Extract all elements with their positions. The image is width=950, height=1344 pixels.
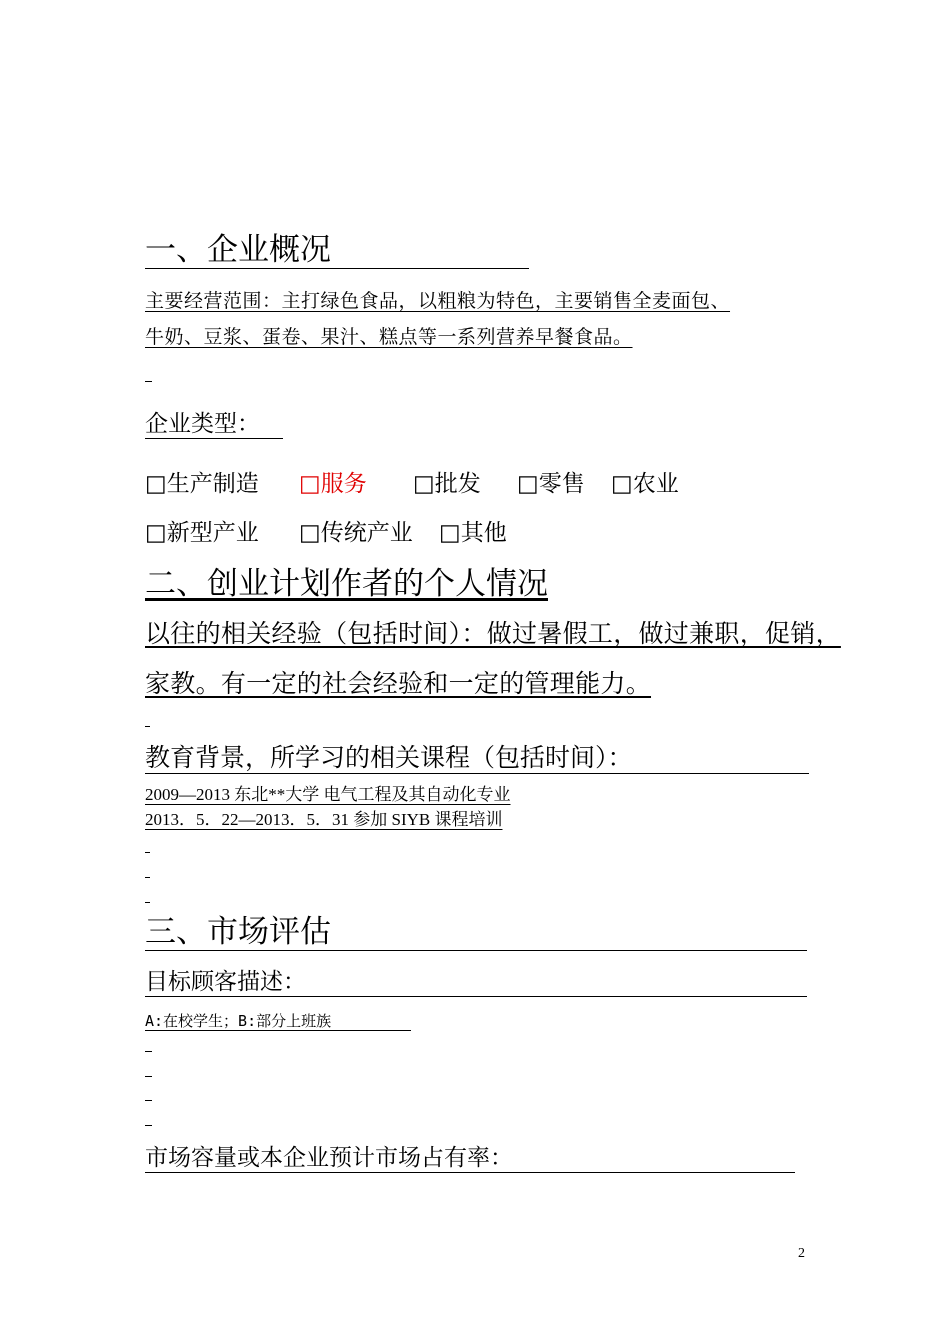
- market-label: 市场容量或本企业预计市场占有率：: [145, 1145, 513, 1171]
- section3-heading: 三、市场评估: [145, 914, 331, 950]
- enterprise-type-options-row2: [145, 519, 507, 547]
- section3-heading-row: [145, 914, 807, 951]
- business-scope-line1: 主要经营范围：主打绿色食品，以粗粮为特色，主要销售全麦面包、: [145, 290, 731, 312]
- option-traditional-industry[interactable]: □传统产业: [299, 520, 413, 546]
- enterprise-type-options-row1: [145, 470, 679, 498]
- section2-heading: 二、创业计划作者的个人情况: [145, 566, 548, 602]
- page-number: 2: [798, 1246, 805, 1261]
- option-wholesale[interactable]: □批发: [413, 471, 481, 497]
- option-agriculture[interactable]: □农业: [611, 471, 679, 497]
- empty-line-marker: [145, 1100, 152, 1101]
- experience-line1: 以往的相关经验（包括时间）：做过暑假工，做过兼职，促销，: [145, 619, 841, 648]
- education-label: 教育背景，所学习的相关课程（包括时间）：: [145, 743, 633, 772]
- experience-line2: 家教。有一定的社会经验和一定的管理能力。: [145, 669, 652, 698]
- empty-line-marker: [145, 902, 150, 903]
- education-label-row: [145, 743, 809, 774]
- education-item-1: 2009—2013 东北**大学 电气工程及其自动化专业: [145, 785, 511, 804]
- option-service[interactable]: □服务: [299, 471, 367, 497]
- market-label-row: [145, 1144, 795, 1173]
- empty-line-marker: [145, 381, 152, 382]
- section1-heading: 一、企业概况: [145, 232, 331, 268]
- empty-line-marker: [145, 726, 150, 727]
- empty-line-marker: [145, 1125, 152, 1126]
- education-item-2: 2013．5．22—2013．5．31 参加 SIYB 课程培训: [145, 810, 503, 829]
- type-label-row: [145, 410, 283, 439]
- empty-line-marker: [145, 877, 150, 878]
- empty-line-marker: [145, 1051, 152, 1052]
- option-other[interactable]: □其他: [439, 520, 507, 546]
- section1-heading-row: [145, 232, 529, 269]
- target-label: 目标顾客描述：: [145, 969, 306, 995]
- option-retail[interactable]: □零售: [517, 471, 585, 497]
- business-scope-line2: 牛奶、豆浆、蛋卷、果汁、糕点等一系列营养早餐食品。: [145, 326, 633, 348]
- empty-line-marker: [145, 1076, 152, 1077]
- target-value-row: [145, 1012, 411, 1031]
- target-value: A:在校学生；B:部分上班族: [145, 1012, 332, 1030]
- empty-line-marker: [145, 852, 150, 853]
- option-manufacturing[interactable]: □生产制造: [145, 471, 259, 497]
- target-label-row: [145, 968, 807, 997]
- type-label: 企业类型：: [145, 411, 260, 437]
- option-new-industry[interactable]: □新型产业: [145, 520, 259, 546]
